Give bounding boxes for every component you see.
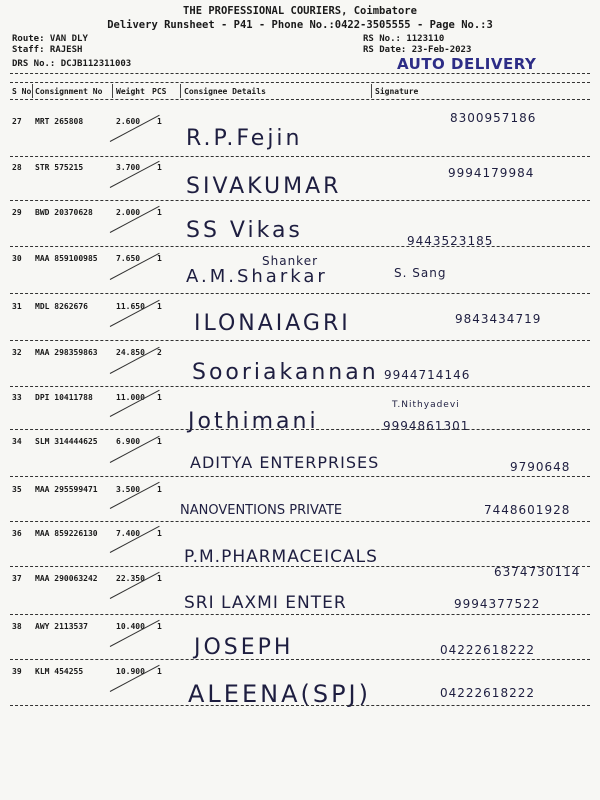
route-label: Route: VAN DLY [12, 34, 88, 44]
consignee-handwriting: ILONAIAGRI [194, 311, 351, 336]
consignee-annotation: Shanker [262, 254, 319, 268]
col-header-sno: S No [12, 87, 32, 96]
row-sno: 36 [12, 529, 22, 538]
signature-phone: 6374730114 [494, 565, 581, 579]
row-consignment: AWY 2113537 [35, 622, 88, 631]
consignee-handwriting: ADITYA ENTERPRISES [190, 453, 380, 472]
col-header-signature: Signature [375, 87, 419, 96]
row-consignment: BWD 20370628 [35, 208, 93, 217]
runsheet-subtitle: Delivery Runsheet - P41 - Phone No.:0422-3505555 - Page No.:3 [107, 19, 493, 31]
column-divider [32, 84, 33, 98]
staff-label: Staff: RAJESH [12, 45, 83, 55]
row-consignment: MAA 298359863 [35, 348, 98, 357]
signature-phone: 9994861301 [383, 419, 470, 433]
row-pcs: 1 [157, 393, 162, 402]
row-weight: 2.000 [116, 208, 141, 217]
auto-delivery-stamp: AUTO DELIVERY [397, 55, 537, 73]
row-pcs: 1 [157, 574, 162, 583]
row-pcs: 1 [157, 254, 162, 263]
signature-phone: 9944714146 [384, 368, 471, 382]
row-weight: 24.850 [116, 348, 145, 357]
row-consignment: MAA 859226130 [35, 529, 98, 538]
row-weight: 7.400 [116, 529, 141, 538]
row-weight: 3.700 [116, 163, 141, 172]
header-rule-mid [10, 82, 590, 83]
rs-date: RS Date: 23-Feb-2023 [363, 45, 472, 55]
row-sno: 30 [12, 254, 22, 263]
row-rule [10, 293, 590, 294]
row-sno: 29 [12, 208, 22, 217]
row-weight: 11.000 [116, 393, 145, 402]
consignee-handwriting: SS Vikas [186, 218, 303, 243]
runsheet-company-title: THE PROFESSIONAL COURIERS, Coimbatore [183, 5, 417, 17]
row-consignment: MRT 265808 [35, 117, 84, 126]
row-weight: 7.650 [116, 254, 141, 263]
col-header-consignment: Consignment No [35, 87, 103, 96]
consignee-handwriting: R.P.Fejin [186, 126, 303, 151]
col-header-weight: Weight [116, 87, 145, 96]
row-rule [10, 429, 590, 430]
row-weight: 22.350 [116, 574, 145, 583]
signature-phone: 8300957186 [450, 111, 537, 125]
signature-phone: 9443523185 [407, 234, 494, 248]
consignee-handwriting: Sooriakannan [192, 360, 379, 385]
row-sno: 32 [12, 348, 22, 357]
row-consignment: KLM 454255 [35, 667, 84, 676]
consignee-handwriting: SRI LAXMI ENTER [184, 593, 347, 613]
consignee-handwriting: Jothimani [188, 409, 319, 434]
signature-phone: 9790648 [510, 460, 571, 474]
row-consignment: SLM 314444625 [35, 437, 98, 446]
row-pcs: 1 [157, 622, 162, 631]
rs-number: RS No.: 1123110 [363, 34, 445, 44]
col-header-consignee: Consignee Details [184, 87, 266, 96]
row-sno: 27 [12, 117, 22, 126]
row-rule [10, 200, 590, 201]
signature-phone: 04222618222 [440, 686, 535, 700]
row-weight: 11.650 [116, 302, 145, 311]
row-sno: 37 [12, 574, 22, 583]
signature-phone: 7448601928 [484, 503, 571, 517]
row-weight: 10.400 [116, 622, 145, 631]
signature-phone: 9843434719 [455, 312, 542, 326]
row-rule [10, 705, 590, 706]
row-rule [10, 614, 590, 615]
row-rule [10, 246, 590, 247]
row-sno: 33 [12, 393, 22, 402]
row-sno: 34 [12, 437, 22, 446]
signature-name: T.Nithyadevi [392, 400, 460, 410]
row-weight: 2.600 [116, 117, 141, 126]
row-consignment: MAA 290063242 [35, 574, 98, 583]
consignee-handwriting: ALEENA(SPJ) [188, 680, 371, 708]
row-pcs: 1 [157, 529, 162, 538]
row-sno: 39 [12, 667, 22, 676]
row-sno: 28 [12, 163, 22, 172]
signature-phone: 04222618222 [440, 643, 535, 657]
row-sno: 35 [12, 485, 22, 494]
row-rule [10, 340, 590, 341]
row-weight: 6.900 [116, 437, 141, 446]
row-pcs: 1 [157, 117, 162, 126]
col-header-pcs: PCS [152, 87, 167, 96]
row-rule [10, 521, 590, 522]
row-consignment: MDL 8262676 [35, 302, 88, 311]
row-sno: 31 [12, 302, 22, 311]
signature-name: S. Sang [394, 266, 447, 280]
consignee-handwriting: A.M.Sharkar [186, 266, 328, 287]
drs-number: DRS No.: DCJB112311003 [12, 59, 132, 69]
row-consignment: STR 575215 [35, 163, 84, 172]
row-rule [10, 566, 590, 567]
signature-phone: 9994179984 [448, 166, 535, 180]
row-pcs: 1 [157, 667, 162, 676]
row-rule [10, 386, 590, 387]
row-consignment: DPI 10411788 [35, 393, 93, 402]
row-pcs: 1 [157, 437, 162, 446]
column-divider [371, 84, 372, 98]
row-rule [10, 156, 590, 157]
row-pcs: 1 [157, 163, 162, 172]
column-divider [180, 84, 181, 98]
row-pcs: 1 [157, 302, 162, 311]
consignee-handwriting: SIVAKUMAR [186, 174, 342, 199]
row-rule [10, 476, 590, 477]
row-weight: 3.500 [116, 485, 141, 494]
consignee-handwriting: JOSEPH [194, 635, 294, 660]
row-pcs: 2 [157, 348, 162, 357]
consignee-handwriting: P.M.PHARMACEICALS [184, 547, 378, 567]
header-rule-bottom [10, 99, 590, 100]
row-rule [10, 659, 590, 660]
row-pcs: 1 [157, 208, 162, 217]
column-divider [112, 84, 113, 98]
signature-phone: 9994377522 [454, 597, 541, 611]
row-consignment: MAA 859100985 [35, 254, 98, 263]
row-sno: 38 [12, 622, 22, 631]
row-weight: 10.900 [116, 667, 145, 676]
row-consignment: MAA 295599471 [35, 485, 98, 494]
consignee-handwriting: NANOVENTIONS PRIVATE [180, 503, 343, 518]
header-rule-top [10, 73, 590, 74]
row-pcs: 1 [157, 485, 162, 494]
